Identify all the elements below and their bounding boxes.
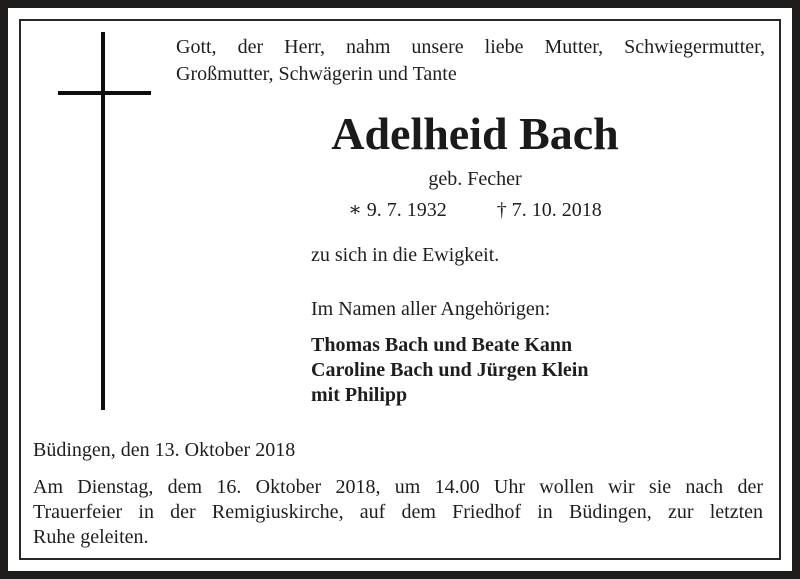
family-list: [311, 333, 588, 408]
place-date: Büdingen, den 13. Oktober 2018: [33, 439, 296, 461]
death-date: † 7. 10. 2018: [496, 199, 602, 221]
funeral-line-3: Ruhe geleiten.: [33, 526, 149, 548]
funeral-info: [33, 475, 763, 550]
intro-line-2: Großmutter, Schwägerin und Tante: [176, 63, 457, 85]
on-behalf-text: Im Namen aller Angehörigen:: [311, 298, 551, 320]
funeral-line-2: Trauerfeier in der Remigiuskirche, auf dem Friedhof in Büdingen, zur letzten: [33, 501, 763, 523]
intro-text: [176, 34, 765, 88]
deceased-name: Adelheid Bach: [331, 108, 619, 159]
funeral-line-1: Am Dienstag, dem 16. Oktober 2018, um 14.00 Uhr wollen wir sie nach der: [33, 476, 763, 498]
family-line: Caroline Bach und Jürgen Klein: [311, 359, 589, 381]
family-line: Thomas Bach und Beate Kann: [311, 334, 573, 356]
cross-icon-horizontal: [58, 91, 151, 95]
cross-icon-vertical: [101, 32, 105, 410]
family-line: mit Philipp: [311, 384, 408, 406]
closing-text: zu sich in die Ewigkeit.: [311, 244, 500, 266]
maiden-name: geb. Fecher: [428, 168, 522, 190]
life-dates: [300, 197, 650, 223]
birth-date: ∗ 9. 7. 1932: [348, 199, 447, 221]
intro-line-1: Gott, der Herr, nahm unsere liebe Mutter, Schwiegermutter,: [176, 36, 765, 58]
